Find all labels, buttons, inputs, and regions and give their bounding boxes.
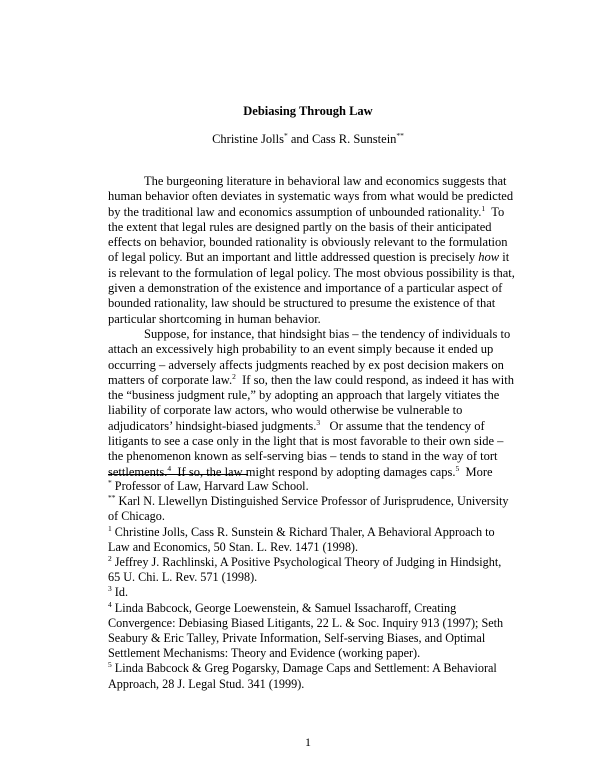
text-line: bounded rationality, law should be structured to presume the existence of that	[108, 296, 496, 311]
footnote: $^4$ Linda Babcock, George Loewenstein, & Samuel Issacharoff, Creating Convergence: Debiasing Biased Litigants, 22 L. & Soc. Inquiry 913 (1997); Seth Seabury & Eric Talley, Private Information, Self-serving Biases, and Optimal Settlement Mechanisms: Theory and Evidence (working paper).	[108, 599, 504, 661]
body-paragraph	[108, 174, 515, 327]
text-line: particular shortcoming in human behavior.	[108, 311, 321, 326]
text-line: matters of corporate law.$^2$ If so, then the law could respond, as indeed it has with	[108, 371, 514, 387]
text-line: The burgeoning literature in behavioral law and economics suggests that	[144, 174, 507, 188]
footnote: $^1$ Christine Jolls, Cass R. Sunstein & Richard Thaler, A Behavioral Approach to Law and Economics, 50 Stan. L. Rev. 1471 (1998).	[108, 523, 495, 554]
footnote: $^2$ Jeffrey J. Rachlinski, A Positive Psychological Theory of Judging in Hindsight, 65 U. Chi. L. Rev. 571 (1998).	[108, 554, 502, 585]
author-footnote-mark: *	[283, 131, 288, 140]
footnote: $^3$ Id.	[108, 584, 128, 600]
emphasis: how	[478, 250, 500, 265]
text-line: given a demonstration of the existence and importance of a particular aspect of	[108, 281, 503, 296]
author-name: Cass R. Sunstein	[312, 132, 397, 146]
text-line: the phenomenon known as self-serving bias – tends to stand in the way of tort	[108, 449, 498, 464]
author-connector: and	[290, 132, 309, 146]
text-line: settlements.$^4$ If so, the law might respond by adopting damages caps.$^5$ More	[108, 463, 493, 479]
text-line: the extent that legal rules are designed partly on the basis of their anticipated	[108, 219, 492, 234]
text-line: by the traditional law and economics assumption of unbounded rationality.$^1$ To	[108, 203, 505, 219]
text-line: attach an excessively high probability to an event simply because it ended up	[108, 342, 494, 357]
footnote-ref: 2	[232, 371, 236, 381]
footnotes	[108, 479, 508, 692]
footnote-divider	[108, 474, 248, 475]
footnote: $^5$ Linda Babcock & Greg Pogarsky, Damage Caps and Settlement: A Behavioral Approach, 28 J. Legal Stud. 341 (1999).	[108, 660, 497, 691]
author-footnote-mark: **	[396, 131, 404, 140]
text-line: Suppose, for instance, that hindsight bias – the tendency of individuals to	[144, 327, 511, 341]
footnote: ** Karl N. Llewellyn Distinguished Service Professor of Jurisprudence, University of Chicago.	[108, 493, 509, 524]
footnote-ref: 4	[167, 463, 172, 473]
text-line: effects on behavior, bounded rationality is obviously relevant to the formulation	[108, 235, 508, 250]
text-line: the “business judgment rule,” by adopting an approach that largely vitiates the	[108, 388, 500, 403]
footnote-ref: 1	[481, 203, 486, 213]
footnote-ref: 3	[316, 417, 321, 427]
page-number: 1	[305, 735, 311, 749]
text-line: liability of corporate law actors, who would otherwise be vulnerable to	[108, 403, 463, 418]
text-line: of legal policy. But an important and little addressed question is precisely how it	[108, 250, 510, 265]
text-line: occurring – adversely affects judgments reached by ex post decision makers on	[108, 357, 504, 372]
text-line: adjudicators’ hindsight-biased judgments.$^3$ Or assume that the tendency of	[108, 417, 485, 433]
text-line: human behavior often deviates in systematic ways from what would be predicted	[108, 189, 514, 204]
author-line	[108, 132, 508, 147]
text-line: litigants to see a case only in the light that is most favorable to their own side –	[108, 434, 504, 449]
author-name: Christine Jolls	[212, 132, 284, 146]
footnote-ref: 5	[455, 463, 460, 473]
paper-title: Debiasing Through Law	[243, 104, 373, 118]
footnote: * Professor of Law, Harvard Law School.	[108, 478, 309, 493]
body-paragraph	[108, 327, 514, 480]
text-line: is relevant to the formulation of legal policy. The most obvious possibility is that,	[108, 265, 515, 280]
